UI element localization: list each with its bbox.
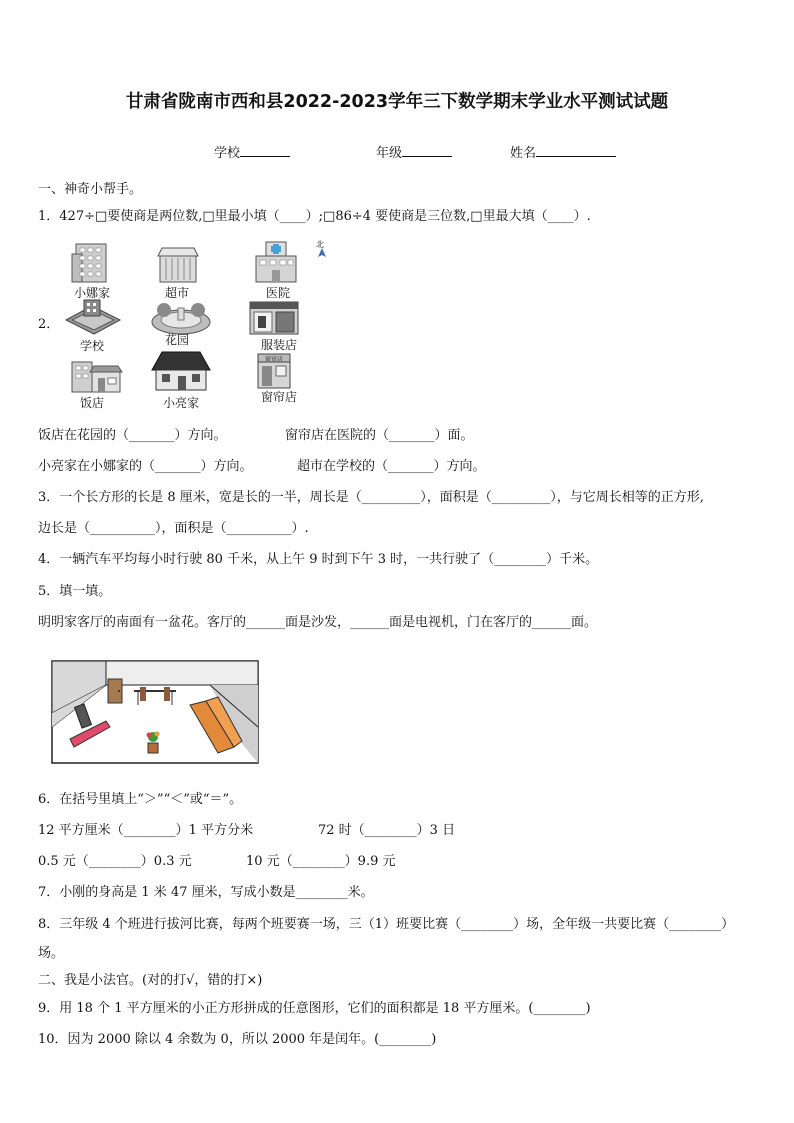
question-2b: 窗帘店在医院的（_______）面。 (285, 428, 474, 443)
north-label: 北 (316, 240, 324, 249)
question-6: 6．在括号里填上“＞”“＜”或“＝”。 (38, 792, 243, 807)
question-6d: 10 元（________）9.9 元 (246, 854, 396, 869)
page-title: 甘肃省陇南市西和县2022-2023学年三下数学期末学业水平测试试题 (125, 92, 669, 112)
clothing-store-icon (248, 300, 300, 336)
apartment-building-icon (70, 240, 114, 284)
question-6c: 0.5 元（________）0.3 元 (38, 854, 192, 869)
place-label-garden: 花园 (164, 333, 189, 347)
question-2c: 小亮家在小娜家的（_______）方向。 (38, 459, 253, 474)
name-label: 姓名 (510, 146, 537, 161)
place-label-restaurant: 饭店 (79, 396, 104, 410)
question-2-number: 2． (38, 317, 60, 332)
question-5: 5．填一填。 (38, 584, 112, 599)
grade-field (376, 143, 452, 162)
question-8-line-2: 场。 (38, 946, 65, 961)
grade-label: 年级 (376, 146, 403, 161)
place-label-school: 学校 (79, 339, 104, 353)
place-label-clothing-store: 服装店 (260, 338, 297, 352)
question-9: 9．用 18 个 1 平方厘米的小正方形拼成的任意图形，它们的面积都是 18 平方厘米。(________) (38, 1001, 591, 1016)
hospital-icon (252, 240, 300, 284)
place-label-curtain-store: 窗帘店 (260, 390, 297, 404)
question-8-line-1: 8．三年级 4 个班进行拔河比赛，每两个班要赛一场，三（1）班要比赛（________）场，全年级一共要比赛（________） (38, 917, 735, 932)
question-4: 4．一辆汽车平均每小时行驶 80 千米，从上午 9 时到下午 3 时，一共行驶了（________）千米。 (38, 552, 599, 567)
place-label-hospital: 医院 (265, 286, 290, 300)
school-blank[interactable] (240, 143, 290, 157)
grade-blank[interactable] (402, 143, 452, 157)
name-blank[interactable] (536, 143, 616, 157)
school-icon (62, 298, 124, 338)
place-label-xiaona-home: 小娜家 (73, 286, 110, 300)
question-1: 1．427÷□要使商是两位数,□里最小填（____）;□86÷4 要使商是三位数,□里最大填（____）. (38, 209, 591, 224)
house-icon (150, 348, 212, 392)
living-room-illustration (50, 657, 262, 767)
question-6a: 12 平方厘米（________）1 平方分米 (38, 823, 254, 838)
restaurant-icon (68, 354, 124, 394)
question-7: 7．小刚的身高是 1 米 47 厘米，写成小数是________米。 (38, 885, 374, 900)
section-1-heading: 一、神奇小帮手。 (38, 182, 143, 197)
north-arrow-icon (318, 248, 326, 258)
curtain-store-icon (254, 352, 294, 390)
supermarket-icon (154, 246, 202, 284)
question-10: 10．因为 2000 除以 4 余数为 0，所以 2000 年是闰年。(________) (38, 1032, 437, 1047)
question-2a: 饭店在花园的（_______）方向。 (38, 428, 227, 443)
name-field (510, 143, 616, 162)
section-2-heading: 二、我是小法官。(对的打√，错的打×) (38, 973, 263, 988)
question-3-line-2: 边长是（__________），面积是（__________）. (38, 521, 309, 536)
place-label-supermarket: 超市 (164, 286, 189, 300)
place-label-xiaoliang-home: 小亮家 (162, 396, 199, 410)
question-2d: 超市在学校的（_______）方向。 (297, 459, 486, 474)
question-5-text: 明明家客厅的南面有一盆花。客厅的______面是沙发，______面是电视机，门在客厅的______面。 (38, 615, 598, 630)
svg-text:窗帘店: 窗帘店 (264, 356, 284, 363)
school-field (214, 143, 290, 162)
school-label: 学校 (214, 146, 241, 161)
question-3-line-1: 3．一个长方形的长是 8 厘米，宽是长的一半，周长是（_________），面积是（_________），与它周长相等的正方形, (38, 490, 704, 505)
question-6b: 72 时（________）3 日 (318, 823, 456, 838)
